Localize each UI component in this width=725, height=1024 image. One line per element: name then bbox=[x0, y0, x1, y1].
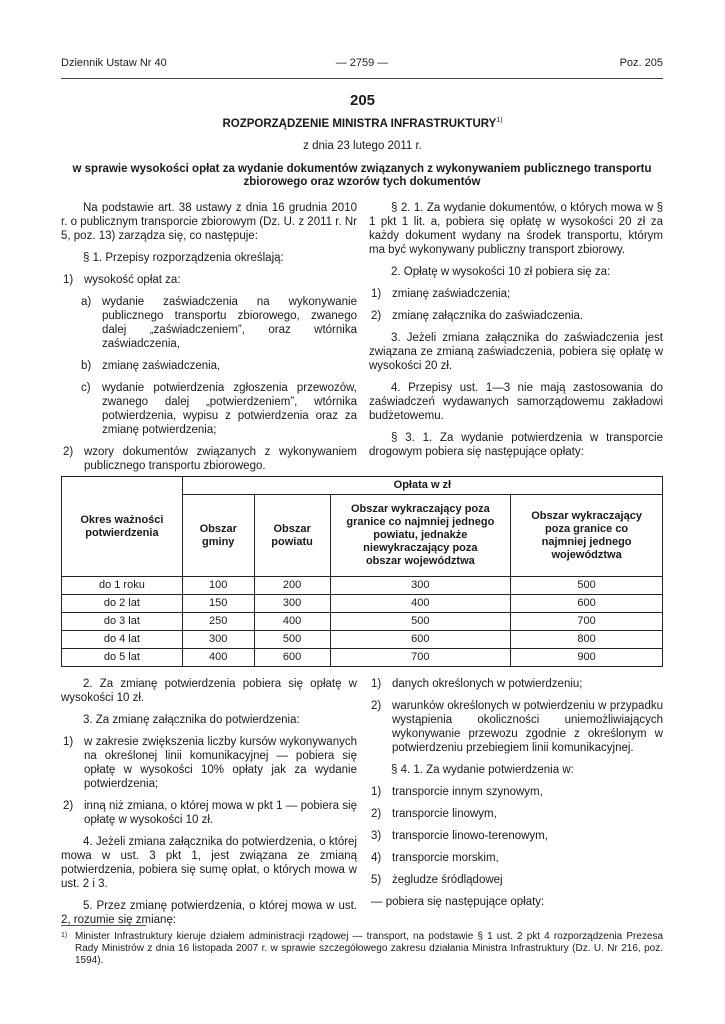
section-3-para-5: 5. Przez zmianę potwierdzenia, o której mowa w ust. 2, rozumie się zmianę: bbox=[61, 900, 357, 926]
table-row: do 5 lat 400 600 700 900 bbox=[62, 649, 663, 667]
list-item: 3) transporcie linowo-terenowym, bbox=[371, 830, 548, 842]
list-item: 4) transporcie morskim, bbox=[371, 852, 499, 864]
column-header: Obszar powiatu bbox=[254, 495, 330, 577]
section-2-para-1: § 2. 1. Za wydanie dokumentów, o których mowa w § 1 pkt 1 lit. a, pobiera się opłatę w wysokości 20 zł za każdy dokument wydany na środek transportu, którym ma być wykonywany publiczny transport zbiorowy. bbox=[369, 202, 663, 256]
left-column-lower bbox=[61, 677, 357, 935]
position-number: Poz. 205 bbox=[619, 57, 663, 69]
footnote bbox=[61, 931, 663, 967]
section-4-tail: — pobiera się następujące opłaty: bbox=[371, 896, 545, 908]
journal-name: Dziennik Ustaw Nr 40 bbox=[61, 57, 167, 69]
list-item: 2) transporcie linowym, bbox=[371, 808, 497, 820]
list-item: 1) danych określonych w potwierdzeniu; bbox=[371, 678, 583, 690]
column-header: Obszar gminy bbox=[182, 495, 254, 577]
column-header: Obszar wykraczający poza granice co najmniej jednego powiatu, jednakże niewykraczający poza obszar województwa bbox=[330, 495, 511, 577]
list-item: 1) transporcie innym szynowym, bbox=[371, 786, 543, 798]
fee-table bbox=[61, 476, 663, 667]
item-number: 205 bbox=[349, 92, 376, 109]
footnote-text: Minister Infrastruktury kieruje działem administracji rządowej — transport, na podstawie § 1 ust. 2 pkt 4 rozporządzenia Prezesa Rady Ministrów z dnia 16 listopada 2007 r. w sprawie szczegółowego zakresu działania Ministra Infrastruktury (Dz. U. Nr 216, poz. 1594). bbox=[75, 931, 663, 966]
footnote-divider bbox=[61, 925, 146, 926]
left-column-upper bbox=[61, 201, 357, 481]
section-3-para-2: 2. Za zmianę potwierdzenia pobiera się opłatę w wysokości 10 zł. bbox=[61, 678, 357, 704]
row-header: Okres ważności potwierdzenia bbox=[62, 477, 183, 577]
list-item: 2) warunków określonych w potwierdzeniu w przypadku wystąpienia okoliczności uniemożliwiających wykonywanie przewozu zgodnie z określonym w potwierdzeniu przebiegiem linii komunikacyjnej. bbox=[371, 700, 663, 754]
page-number: — 2759 — bbox=[335, 57, 389, 69]
regulation-date: z dnia 23 lutego 2011 r. bbox=[303, 140, 422, 152]
section-2-para-2: 2. Opłatę w wysokości 10 zł pobiera się za: bbox=[391, 266, 611, 278]
list-item: 1) w zakresie zwiększenia liczby kursów wykonywanych na określonej linii komunikacyjnej — pobiera się opłatę w wysokości 10% opłaty jak za wydanie potwierdzenia; bbox=[63, 736, 357, 790]
list-item: 1) zmianę zaświadczenia; bbox=[371, 288, 511, 300]
list-item: 2) inną niż zmiana, o której mowa w pkt 1 — pobiera się opłatę w wysokości 10 zł. bbox=[63, 800, 357, 826]
section-3-para-1: § 3. 1. Za wydanie potwierdzenia w transporcie drogowym pobiera się następujące opłaty: bbox=[369, 432, 663, 458]
right-column-upper bbox=[369, 201, 663, 467]
list-item: 5) żegludze śródlądowej bbox=[371, 874, 503, 886]
list-item: b) zmianę zaświadczenia, bbox=[81, 360, 221, 372]
regulation-subject: w sprawie wysokości opłat za wydanie dokumentów związanych z wykonywaniem publicznego transportu zbiorowego oraz wzorów tych dokumentów bbox=[72, 163, 652, 188]
regulation-title: ROZPORZĄDZENIE MINISTRA INFRASTRUKTURY$^{1)}$ bbox=[222, 117, 503, 130]
column-header: Obszar wykraczający poza granice co najmniej jednego województwa bbox=[511, 495, 663, 577]
table-row: do 4 lat 300 500 600 800 bbox=[62, 631, 663, 649]
table-row: do 1 roku 100 200 300 500 bbox=[62, 577, 663, 595]
group-header: Opłata w zł bbox=[182, 477, 662, 495]
running-header bbox=[61, 57, 663, 79]
section-2-para-3: 3. Jeżeli zmiana załącznika do zaświadczenia jest związana ze zmianą zaświadczenia, pobiera się opłatę w wysokości 20 zł. bbox=[369, 332, 663, 372]
section-3-para-4: 4. Jeżeli zmiana załącznika do potwierdzenia, o której mowa w ust. 3 pkt 1, jest związana ze zmianą potwierdzenia, pobiera się sumę opłat, o których mowa w ust. 2 i 3. bbox=[61, 836, 357, 890]
section-4-para-1: § 4. 1. Za wydanie potwierdzenia w: bbox=[391, 764, 574, 776]
list-item: a) wydanie zaświadczenia na wykonywanie publicznego transportu zbiorowego, zwanego dalej „zaświadczeniem”, oraz wtórnika zaświadczenia, bbox=[81, 296, 357, 350]
list-item: 2) wzory dokumentów związanych z wykonywaniem publicznego transportu zbiorowego. bbox=[63, 446, 357, 472]
footnote-mark: 1) bbox=[61, 932, 68, 939]
table-row: do 3 lat 250 400 500 700 bbox=[62, 613, 663, 631]
list-item: c) wydanie potwierdzenia zgłoszenia przewozów, zwanego dalej „potwierdzeniem”, wtórnika potwierdzenia, wypisu z potwierdzenia oraz za zmianę potwierdzenia; bbox=[81, 382, 357, 436]
right-column-lower bbox=[369, 677, 663, 917]
list-item: 2) zmianę załącznika do zaświadczenia. bbox=[371, 310, 584, 322]
list-item: 1) wysokość opłat za: bbox=[63, 274, 181, 286]
section-1-intro: § 1. Przepisy rozporządzenia określają: bbox=[83, 252, 284, 264]
table-row: do 2 lat 150 300 400 600 bbox=[62, 595, 663, 613]
preamble: Na podstawie art. 38 ustawy z dnia 16 grudnia 2010 r. o publicznym transporcie zbiorowym (Dz. U. z 2011 r. Nr 5, poz. 13) zarządza się, co następuje: bbox=[61, 202, 357, 242]
section-3-para-3: 3. Za zmianę załącznika do potwierdzenia: bbox=[83, 714, 300, 726]
section-2-para-4: 4. Przepisy ust. 1—3 nie mają zastosowania do zaświadczeń wydawanych samorządowemu zakładowi budżetowemu. bbox=[369, 382, 663, 422]
footnote-reference: 1) bbox=[496, 117, 503, 124]
